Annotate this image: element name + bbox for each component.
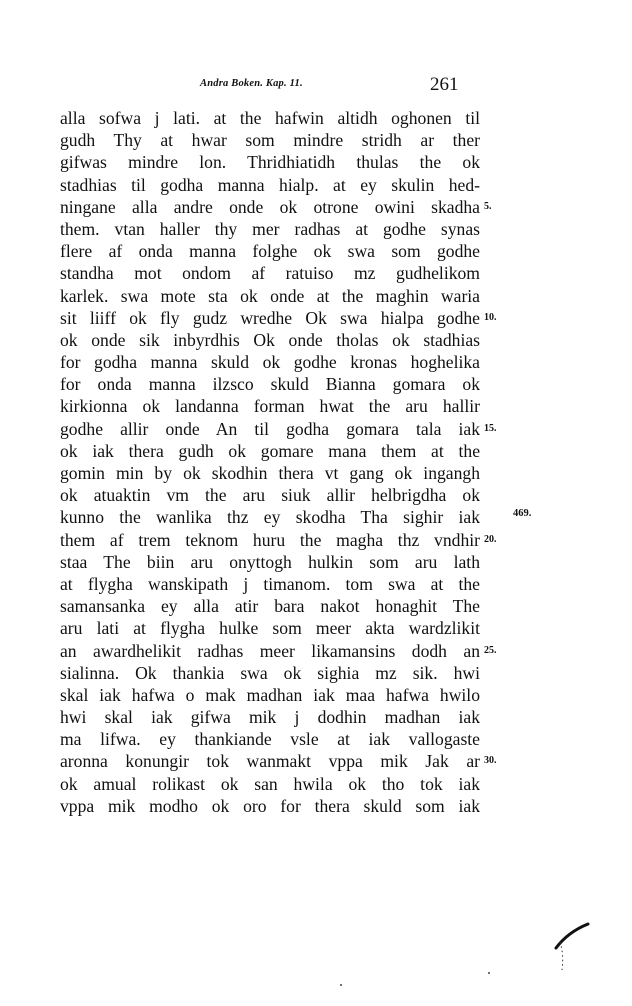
line-text: at flygha wanskipath j timanom. tom swa at the [60, 573, 480, 594]
line-text: kirkionna ok landanna forman hwat the aru hallir [60, 396, 480, 417]
text-line [60, 395, 480, 417]
line-text: godhe allir onde An til godha gomara tala iak [60, 418, 480, 439]
text-line [60, 351, 480, 373]
line-number: 20. [484, 533, 497, 545]
line-text: them. vtan haller thy mer radhas at godhe synas [60, 218, 480, 239]
text-line [60, 662, 480, 684]
text-line [60, 129, 480, 151]
line-text: hwi skal iak gifwa mik j dodhin madhan iak [60, 707, 480, 728]
line-text: kunno the wanlika thz ey skodha Tha sighir iak [60, 507, 480, 528]
line-text: them af trem teknom huru the magha thz vndhir [60, 529, 480, 550]
text-line [60, 617, 480, 639]
line-text: gudh Thy at hwar som mindre stridh ar ther [60, 130, 480, 151]
text-line [60, 373, 480, 395]
line-text: ningane alla andre onde ok otrone owini skadha [60, 196, 480, 217]
line-text: gifwas mindre lon. Thridhiatidh thulas the ok [60, 152, 480, 173]
text-line [60, 706, 480, 728]
line-number: 10. [484, 311, 497, 323]
text-line [60, 218, 480, 240]
text-line [60, 307, 497, 329]
text-line [60, 440, 480, 462]
text-line [60, 684, 480, 706]
text-line [60, 418, 497, 440]
line-text: stadhias til godha manna hialp. at ey skulin hed- [60, 174, 480, 195]
line-text: samansanka ey alla atir bara nakot honaghit The [60, 596, 480, 617]
line-text: an awardhelikit radhas meer likamansins dodh an [60, 640, 480, 661]
paper-speck [340, 984, 342, 986]
text-line [60, 462, 480, 484]
line-text: for godha manna skuld ok godhe kronas hoghelika [60, 352, 480, 373]
line-text: sialinna. Ok thankia swa ok sighia mz sik. hwi [60, 662, 480, 683]
line-text: vppa mik modho ok oro for thera skuld som iak [60, 795, 480, 816]
text-line [60, 750, 497, 772]
line-text: flere af onda manna folghe ok swa som godhe [60, 241, 480, 262]
text-line [60, 595, 480, 617]
text-line [60, 484, 480, 506]
running-title: Andra Boken. Kap. 11. [200, 78, 303, 89]
line-text: ok iak thera gudh ok gomare mana them at the [60, 440, 480, 461]
text-line [60, 107, 480, 129]
page-number: 261 [430, 74, 459, 95]
text-line [60, 151, 480, 173]
line-text: for onda manna ilzsco skuld Bianna gomara ok [60, 374, 480, 395]
text-line [60, 640, 497, 662]
line-text: alla sofwa j lati. at the hafwin altidh oghonen til [60, 108, 480, 128]
line-text: staa The biin aru onyttogh hulkin som aru lath [60, 551, 480, 572]
text-line [60, 529, 497, 551]
text-line [60, 174, 480, 196]
line-text: ok amual rolikast ok san hwila ok tho tok iak [60, 773, 480, 794]
text-line [60, 573, 480, 595]
line-text: gomin min by ok skodhin thera vt gang ok ingangh [60, 463, 480, 483]
text-line [60, 551, 480, 573]
text-line [60, 773, 480, 795]
line-text: karlek. swa mote sta ok onde at the maghin waria [60, 285, 480, 306]
line-number: 5. [484, 200, 492, 212]
running-head [60, 74, 480, 98]
pencil-mark-icon [548, 918, 598, 978]
line-text: ok atuaktin vm the aru siuk allir helbrigdha ok [60, 485, 480, 506]
text-line [60, 196, 492, 218]
text-line [60, 728, 480, 750]
line-number: 25. [484, 644, 497, 656]
text-line [60, 795, 480, 817]
line-text: skal iak hafwa o mak madhan iak maa hafwa hwilo [60, 684, 480, 705]
margin-reference: 469. [513, 508, 532, 519]
line-number: 30. [484, 755, 497, 767]
text-line [60, 240, 480, 262]
text-line [60, 506, 480, 528]
line-number: 15. [484, 422, 497, 434]
line-text: aronna konungir tok wanmakt vppa mik Jak ar [60, 751, 480, 772]
text-line [60, 262, 480, 284]
body-text [60, 107, 497, 817]
text-line [60, 285, 480, 307]
line-text: standha mot ondom af ratuiso mz gudhelikom [60, 263, 480, 284]
line-text: aru lati at flygha hulke som meer akta wardzlikit [60, 618, 480, 639]
line-text: ma lifwa. ey thankiande vsle at iak vallogaste [60, 729, 480, 750]
line-text: ok onde sik inbyrdhis Ok onde tholas ok stadhias [60, 329, 480, 350]
text-line [60, 329, 480, 351]
paper-speck [488, 972, 490, 974]
line-text: sit liiff ok fly gudz wredhe Ok swa hialpa godhe [60, 307, 480, 328]
